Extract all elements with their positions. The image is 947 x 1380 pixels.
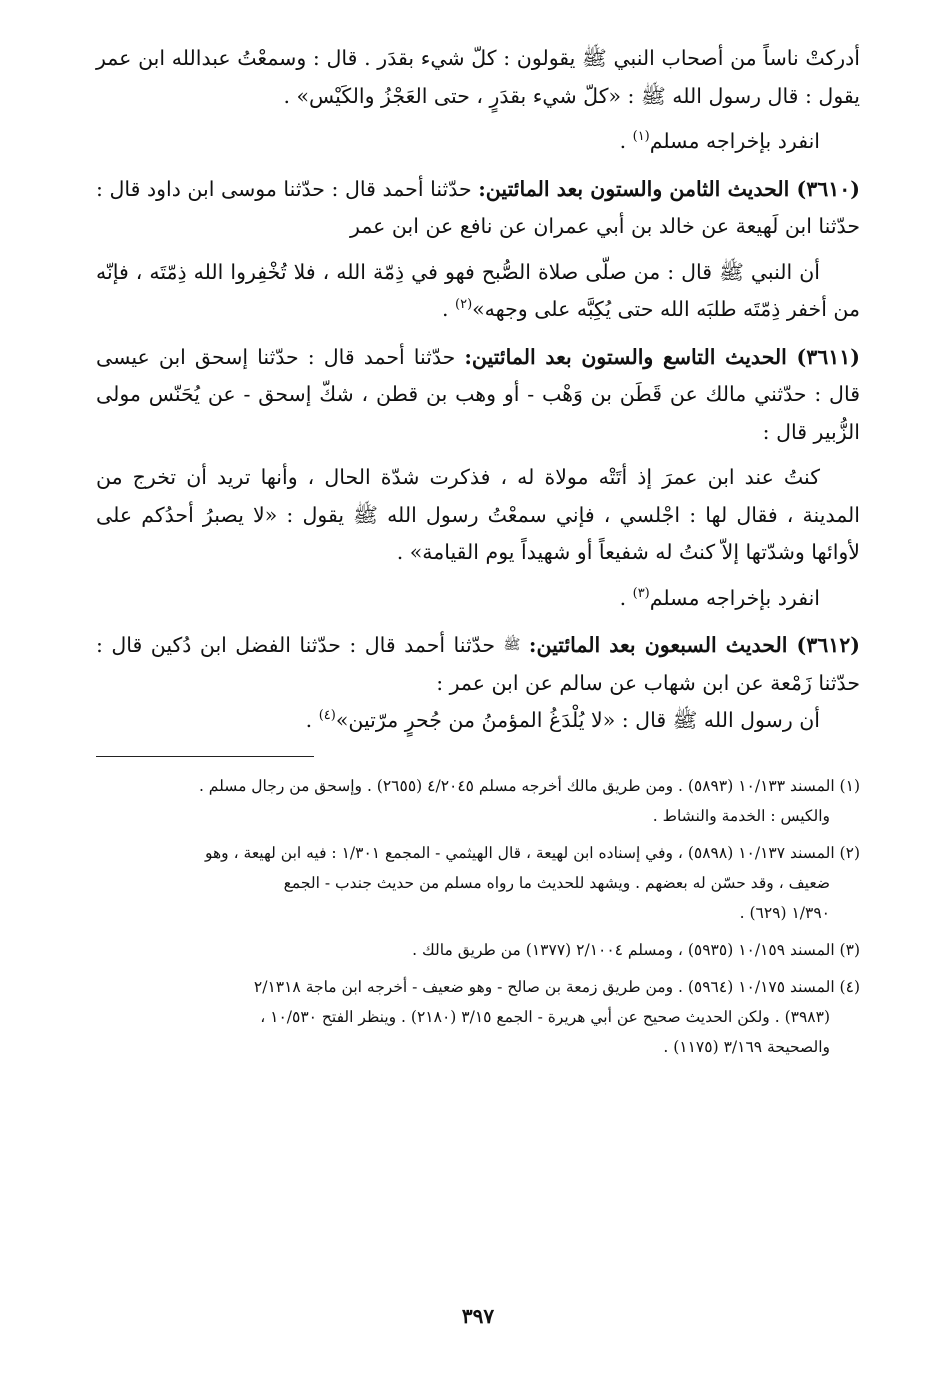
main-text [96, 40, 860, 740]
hadith-3610-matn: أن النبي ﷺ قال : من صلّى صلاة الصُّبح فهو في ذِمّة الله ، فلا تُخْفِروا الله ذِمّتَه ، فإنّه من أخفر ذِمّتَه طلبَه الله حتى يُكِبَّه على وجهه»$^{(٢)}$ . [96, 259, 860, 321]
book-page [96, 40, 860, 1360]
hadith-3610-isnad: (٣٦١٠) الحديث الثامن والستون بعد المائتين: حدّثنا أحمد قال : حدّثنا موسى ابن داود قال : حدّثنا ابن لَهيعة عن خالد بن أبي عمران عن نافع عن ابن عمر [96, 176, 860, 238]
footnotes [96, 771, 860, 1062]
page-number: ٣٩٧ [461, 1304, 495, 1328]
paragraph-intro [96, 40, 860, 115]
footnote-ref-1[interactable]: (١) [632, 129, 650, 145]
note-muslim-1: انفرد بإخراجه مسلم$^{(١)}$ . [619, 129, 820, 153]
hadith-3610-title: (٣٦١٠) الحديث الثامن والستون بعد المائتين: [478, 176, 860, 201]
hadith-3611-matn: كنتُ عند ابن عمرَ إذ أتَتْه مولاة له ، فذكرت شدّة الحال ، وأنها تريد أن تخرج من المدينة ، فقال لها : اجْلسي ، فإني سمعْتُ رسول الله ﷺ يقول : «لا يصبرُ أحدُكم على لأوائها وشدّتها إلاّ كنتُ له شفيعاً أو شهيداً يوم القيامة» . [96, 465, 860, 564]
hadith-3611-title: (٣٦١١) الحديث التاسع والستون بعد المائتين: [464, 344, 860, 369]
intro-text: أدركتْ ناساً من أصحاب النبي ﷺ يقولون : كلّ شيء بقدَر . قال : وسمعْتُ عبدالله ابن عمر يقول : قال رسول الله ﷺ : «كلّ شيء بقدَرٍ ، حتى العَجْزُ والكَيْس» . [96, 46, 860, 108]
footnote-ref-2[interactable]: (٢) [455, 297, 473, 313]
footnote-divider [96, 756, 314, 757]
footnote-ref-3[interactable]: (٣) [632, 585, 650, 601]
footnote-4: (٤) المسند ١٠/١٧٥ (٥٩٦٤) . ومن طريق زمعة بن صالح - وهو ضعيف - أخرجه ابن ماجة ٢/١٣١٨ (٣٩٨٣) . ولكن الحديث صحيح عن أبي هريرة - الجمع ٣/١٥ (٢١٨٠) . وينظر الفتح ١٠/٥٣٠ ، والصحيحة ٣/١٦٩ (١١٧٥) . [253, 977, 860, 1056]
footnote-1: (١) المسند ١٠/١٣٣ (٥٨٩٣) . ومن طريق مالك أخرجه مسلم ٤/٢٠٤٥ (٢٦٥٥) . وإسحق من رجال مسلم . والكيس : الخدمة والنشاط . [198, 776, 860, 825]
footnote-ref-4[interactable]: (٤) [318, 708, 336, 724]
salla-glyph: ﷺ [503, 637, 521, 653]
hadith-3612-title: (٣٦١٢) الحديث السبعون بعد المائتين: [528, 633, 860, 657]
hadith-3612-isnad: (٣٦١٢) الحديث السبعون بعد المائتين: ﷺ حدّثنا أحمد قال : حدّثنا الفضل ابن دُكين قال : حدّثنا زَمْعة عن ابن شهاب عن سالم عن ابن عمر : [96, 633, 860, 695]
note-muslim-3: انفرد بإخراجه مسلم$^{(٣)}$ . [619, 585, 820, 610]
footnote-2: (٢) المسند ١٠/١٣٧ (٥٨٩٨) ، وفي إسناده ابن لهيعة ، قال الهيثمي - المجمع ١/٣٠١ : فيه ابن لهيعة ، وهو ضعيف ، وقد حسّن له بعضهم . ويشهد للحديث ما رواه مسلم من حديث جندب - الجمع ١/٣٩٠ (٦٢٩) . [204, 843, 860, 922]
hadith-3612-matn: أن رسول الله ﷺ قال : «لا يُلْدَغُ المؤمنُ من جُحرٍ مرّتين»$^{(٤)}$ . [305, 708, 820, 732]
hadith-3611-isnad: (٣٦١١) الحديث التاسع والستون بعد المائتين: حدّثنا أحمد قال : حدّثنا إسحق ابن عيسى قال : حدّثني مالك عن قَطَن بن وَهْب - أو وهب بن قطن ، شكّ إسحق - عن يُحَنّس مولى الزُّبير قال : [96, 344, 860, 444]
footnote-3: (٣) المسند ١٠/١٥٩ (٥٩٣٥) ، ومسلم ٢/١٠٠٤ (١٣٧٧) من طريق مالك . [412, 940, 860, 959]
